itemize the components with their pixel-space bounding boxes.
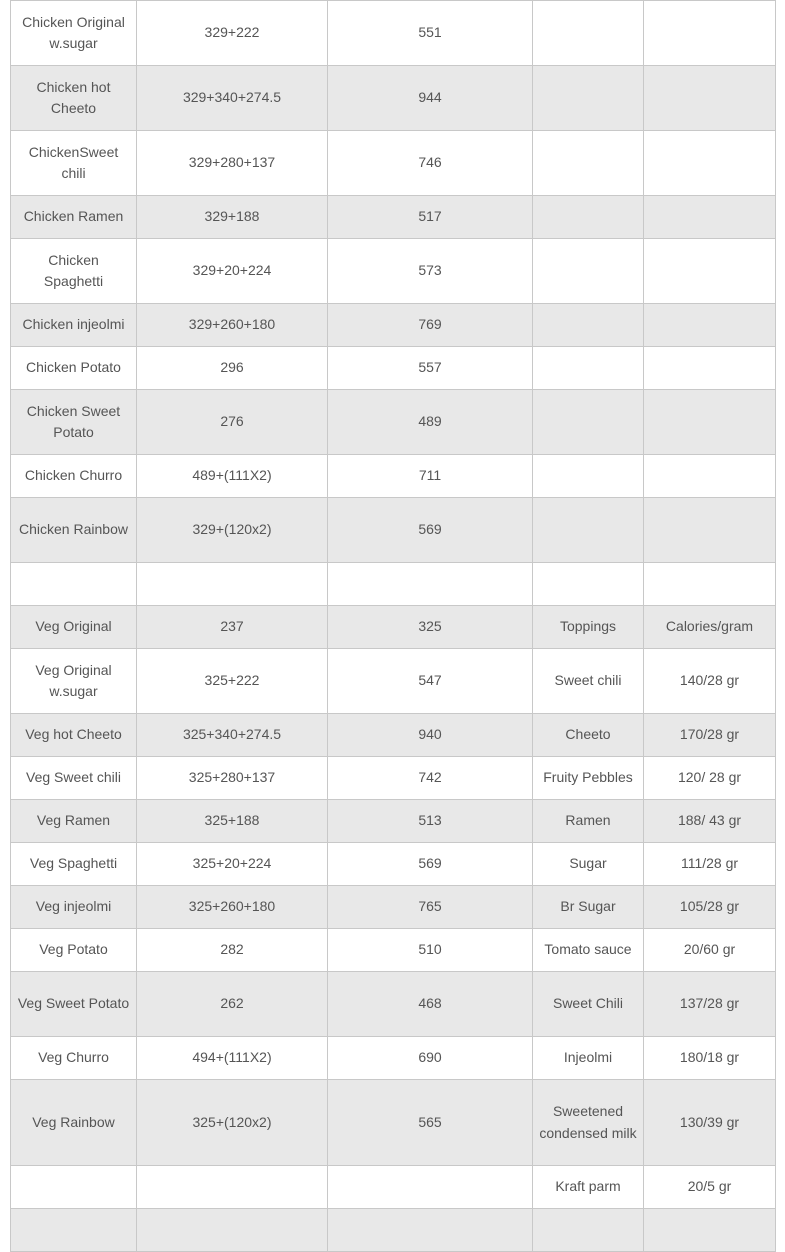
calories-per-gram-cell [644, 1209, 776, 1252]
calories-per-gram-cell [644, 563, 776, 606]
table-row [11, 1080, 776, 1166]
item-name-cell: Veg Original w.sugar [11, 649, 137, 714]
item-name-cell: Chicken Potato [11, 347, 137, 390]
calorie-total-cell: 565 [328, 1080, 533, 1166]
table-row [11, 843, 776, 886]
item-name-cell [11, 1209, 137, 1252]
calories-per-gram-cell [644, 196, 776, 239]
calorie-formula-cell: 296 [137, 347, 328, 390]
topping-cell: Sweet chili [533, 649, 644, 714]
item-name-cell: Veg Rainbow [11, 1080, 137, 1166]
calorie-formula-cell: 329+(120x2) [137, 498, 328, 563]
item-name-cell: Veg Original [11, 606, 137, 649]
item-name-cell: Chicken hot Cheeto [11, 66, 137, 131]
item-name-cell: Chicken Rainbow [11, 498, 137, 563]
item-name-cell: Chicken Spaghetti [11, 239, 137, 304]
table-row [11, 390, 776, 455]
item-name-cell: Veg Potato [11, 929, 137, 972]
table-row [11, 304, 776, 347]
topping-cell: Ramen [533, 800, 644, 843]
calorie-total-cell: 690 [328, 1037, 533, 1080]
calorie-formula-cell: 325+222 [137, 649, 328, 714]
calorie-total-cell [328, 1209, 533, 1252]
topping-cell: Fruity Pebbles [533, 757, 644, 800]
topping-cell: Sweet Chili [533, 972, 644, 1037]
calories-per-gram-cell: 180/18 gr [644, 1037, 776, 1080]
calorie-total-cell: 569 [328, 843, 533, 886]
calorie-formula-cell: 329+340+274.5 [137, 66, 328, 131]
item-name-cell: Veg Sweet Potato [11, 972, 137, 1037]
calorie-formula-cell: 329+20+224 [137, 239, 328, 304]
calorie-formula-cell: 325+260+180 [137, 886, 328, 929]
calorie-total-cell: 517 [328, 196, 533, 239]
item-name-cell: Veg Spaghetti [11, 843, 137, 886]
calorie-total-cell: 551 [328, 1, 533, 66]
calorie-formula-cell: 329+222 [137, 1, 328, 66]
calorie-formula-cell [137, 563, 328, 606]
calories-per-gram-cell: 188/ 43 gr [644, 800, 776, 843]
calories-per-gram-cell [644, 1, 776, 66]
topping-cell: Sweetened condensed milk [533, 1080, 644, 1166]
calories-per-gram-cell: 20/60 gr [644, 929, 776, 972]
table-row [11, 455, 776, 498]
calories-per-gram-cell: 105/28 gr [644, 886, 776, 929]
item-name-cell: Chicken injeolmi [11, 304, 137, 347]
table-row [11, 498, 776, 563]
calorie-total-cell: 940 [328, 714, 533, 757]
topping-cell [533, 1, 644, 66]
item-name-cell: Veg Ramen [11, 800, 137, 843]
calorie-formula-cell: 276 [137, 390, 328, 455]
calories-per-gram-cell: 20/5 gr [644, 1166, 776, 1209]
calories-per-gram-cell: 111/28 gr [644, 843, 776, 886]
calories-per-gram-cell [644, 304, 776, 347]
calorie-total-cell: 711 [328, 455, 533, 498]
table-row [11, 1, 776, 66]
table-row [11, 714, 776, 757]
calorie-total-cell: 510 [328, 929, 533, 972]
table-row [11, 972, 776, 1037]
topping-cell [533, 498, 644, 563]
calorie-total-cell: 573 [328, 239, 533, 304]
calorie-total-cell: 746 [328, 131, 533, 196]
calories-per-gram-cell [644, 347, 776, 390]
topping-cell [533, 455, 644, 498]
table-row [11, 563, 776, 606]
table-row [11, 1037, 776, 1080]
topping-cell [533, 196, 644, 239]
topping-cell [533, 66, 644, 131]
item-name-cell: Veg hot Cheeto [11, 714, 137, 757]
calorie-formula-cell: 325+340+274.5 [137, 714, 328, 757]
calorie-formula-cell: 329+260+180 [137, 304, 328, 347]
calories-per-gram-cell [644, 455, 776, 498]
item-name-cell [11, 563, 137, 606]
calories-per-gram-cell: 130/39 gr [644, 1080, 776, 1166]
calorie-total-cell: 944 [328, 66, 533, 131]
calories-per-gram-cell [644, 498, 776, 563]
calorie-total-cell: 569 [328, 498, 533, 563]
calorie-total-cell: 769 [328, 304, 533, 347]
item-name-cell [11, 1166, 137, 1209]
table-row [11, 66, 776, 131]
calorie-total-cell: 325 [328, 606, 533, 649]
item-name-cell: ChickenSweet chili [11, 131, 137, 196]
calorie-total-cell [328, 563, 533, 606]
topping-cell: Kraft parm [533, 1166, 644, 1209]
table-row [11, 800, 776, 843]
table-row [11, 196, 776, 239]
calorie-total-cell: 742 [328, 757, 533, 800]
calories-per-gram-cell [644, 239, 776, 304]
item-name-cell: Veg Sweet chili [11, 757, 137, 800]
topping-cell: Toppings [533, 606, 644, 649]
table-row [11, 1166, 776, 1209]
table-row [11, 929, 776, 972]
calorie-formula-cell: 325+20+224 [137, 843, 328, 886]
topping-cell [533, 563, 644, 606]
calories-per-gram-cell: Calories/gram [644, 606, 776, 649]
calorie-total-cell: 489 [328, 390, 533, 455]
calories-per-gram-cell: 170/28 gr [644, 714, 776, 757]
calories-per-gram-cell: 137/28 gr [644, 972, 776, 1037]
item-name-cell: Chicken Churro [11, 455, 137, 498]
calorie-table [10, 0, 776, 1252]
calorie-total-cell: 557 [328, 347, 533, 390]
table-row [11, 649, 776, 714]
topping-cell [533, 390, 644, 455]
table-row [11, 347, 776, 390]
calorie-total-cell: 765 [328, 886, 533, 929]
calorie-formula-cell: 325+188 [137, 800, 328, 843]
calorie-formula-cell: 329+280+137 [137, 131, 328, 196]
calorie-formula-cell: 494+(111X2) [137, 1037, 328, 1080]
calorie-formula-cell: 237 [137, 606, 328, 649]
topping-cell: Cheeto [533, 714, 644, 757]
table-row [11, 131, 776, 196]
table-row [11, 1209, 776, 1252]
item-name-cell: Chicken Ramen [11, 196, 137, 239]
item-name-cell: Chicken Sweet Potato [11, 390, 137, 455]
calories-per-gram-cell [644, 66, 776, 131]
calories-per-gram-cell: 140/28 gr [644, 649, 776, 714]
calorie-formula-cell: 325+(120x2) [137, 1080, 328, 1166]
calorie-total-cell: 513 [328, 800, 533, 843]
table-row [11, 606, 776, 649]
table-row [11, 886, 776, 929]
calorie-formula-cell: 262 [137, 972, 328, 1037]
topping-cell: Sugar [533, 843, 644, 886]
item-name-cell: Veg Churro [11, 1037, 137, 1080]
calories-per-gram-cell [644, 390, 776, 455]
table-row [11, 757, 776, 800]
topping-cell [533, 1209, 644, 1252]
item-name-cell: Chicken Original w.sugar [11, 1, 137, 66]
calories-per-gram-cell [644, 131, 776, 196]
calories-per-gram-cell: 120/ 28 gr [644, 757, 776, 800]
topping-cell [533, 304, 644, 347]
calorie-formula-cell: 329+188 [137, 196, 328, 239]
calorie-formula-cell: 489+(111X2) [137, 455, 328, 498]
topping-cell: Injeolmi [533, 1037, 644, 1080]
calorie-formula-cell [137, 1166, 328, 1209]
calorie-formula-cell: 325+280+137 [137, 757, 328, 800]
topping-cell [533, 131, 644, 196]
item-name-cell: Veg injeolmi [11, 886, 137, 929]
topping-cell [533, 347, 644, 390]
table-row [11, 239, 776, 304]
calorie-formula-cell: 282 [137, 929, 328, 972]
calorie-total-cell: 468 [328, 972, 533, 1037]
topping-cell: Br Sugar [533, 886, 644, 929]
topping-cell: Tomato sauce [533, 929, 644, 972]
calorie-total-cell: 547 [328, 649, 533, 714]
topping-cell [533, 239, 644, 304]
calorie-total-cell [328, 1166, 533, 1209]
calorie-formula-cell [137, 1209, 328, 1252]
